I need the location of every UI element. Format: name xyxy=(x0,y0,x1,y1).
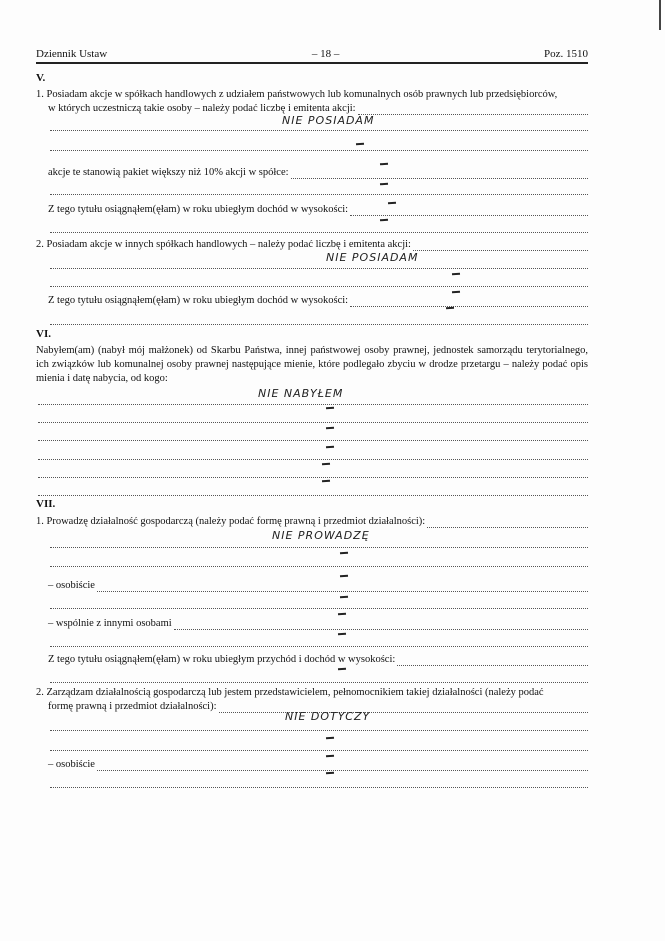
position-number: Poz. 1510 xyxy=(544,48,588,60)
handwritten-dash xyxy=(338,633,346,636)
dotted-line xyxy=(48,222,588,233)
label: – osobiście xyxy=(48,759,95,770)
handwritten-dash xyxy=(340,552,348,555)
handwritten-answer: NIE DOTYCZY xyxy=(285,710,371,723)
s7-personal2 xyxy=(48,758,588,771)
dotted-line xyxy=(48,314,588,325)
s5-q2 xyxy=(36,238,588,251)
handwritten-answer: NIE NABYŁEM xyxy=(258,387,344,400)
section-vii-title: VII. xyxy=(36,498,56,510)
label: w których uczestniczą takie osoby – należy podać liczbę i emitenta akcji: xyxy=(48,103,356,114)
journal-name: Dziennik Ustaw xyxy=(36,48,108,60)
dotted-line xyxy=(48,672,588,683)
handwritten-dash xyxy=(326,407,334,410)
dotted-line xyxy=(48,598,588,609)
s5-q1-income xyxy=(48,203,588,216)
handwritten-dash xyxy=(326,737,334,740)
handwritten-dash xyxy=(326,427,334,430)
s7-q1 xyxy=(36,515,588,528)
s7-q2-line1: 2. Zarządzam działalnością gospodarczą lub jestem przedstawicielem, pełnomocnikiem takiej działalności (należy podać xyxy=(36,687,544,698)
label: Z tego tytułu osiągnąłem(ęłam) w roku ubiegłym dochód w wysokości: xyxy=(48,204,349,215)
handwritten-dash xyxy=(326,446,334,449)
handwritten-answer: NIE PROWADZĘ xyxy=(272,529,370,542)
handwritten-dash xyxy=(380,219,388,222)
label: 2. Posiadam akcje w innych spółkach handlowych – należy podać liczbę i emitenta akcji: xyxy=(36,239,411,250)
handwritten-dash xyxy=(322,480,330,483)
dotted-line xyxy=(36,412,588,423)
label: Z tego tytułu osiągnąłem(ęłam) w roku ubiegłym dochód w wysokości: xyxy=(48,295,349,306)
handwritten-dash xyxy=(322,463,330,466)
handwritten-dash xyxy=(338,613,346,616)
dotted-line xyxy=(36,430,588,441)
dotted-line xyxy=(48,740,588,751)
label: akcje te stanowią pakiet większy niż 10% akcji w spółce: xyxy=(48,167,289,178)
handwritten-dash xyxy=(340,575,348,578)
label: formę prawną i przedmiot działalności): xyxy=(48,701,217,712)
s7-jointly xyxy=(48,617,588,630)
handwritten-dash xyxy=(446,307,454,310)
s5-q2-income xyxy=(48,294,588,307)
page-header xyxy=(36,48,588,64)
dotted-line xyxy=(36,467,588,478)
s6-text: Nabyłem(am) (nabył mój małżonek) od Skarbu Państwa, innej państwowej osoby prawnej, jednostek samorządu terytorialnego, ich związków lub komunalnej osoby prawnej następujące mienie, które podlegało zbyciu w drodze przetargu – należy podać opis mienia i datę nabycia, od kogo: xyxy=(36,345,588,384)
dotted-line xyxy=(36,485,588,496)
page-number: – 18 – xyxy=(311,48,340,60)
dotted-line xyxy=(48,140,588,151)
handwritten-dash xyxy=(452,291,460,294)
section-v-title: V. xyxy=(36,72,46,84)
dotted-line xyxy=(48,184,588,195)
handwritten-answer: NIE POSIADAM xyxy=(326,251,419,264)
dotted-line xyxy=(48,720,588,731)
label: Z tego tytułu osiągnąłem(ęłam) w roku ubiegłym przychód i dochód w wysokości: xyxy=(48,654,396,665)
label: – wspólnie z innymi osobami xyxy=(48,618,172,629)
s7-personal xyxy=(48,579,588,592)
handwritten-dash xyxy=(326,755,334,758)
label: – osobiście xyxy=(48,580,95,591)
handwritten-dash xyxy=(326,772,334,775)
dotted-line xyxy=(48,636,588,647)
s5-q1-line1: 1. Posiadam akcje w spółkach handlowych z udziałem państwowych lub komunalnych osób prawnych lub przedsiębiorców, xyxy=(36,89,558,100)
dotted-line xyxy=(48,276,588,287)
label: 1. Prowadzę działalność gospodarczą (należy podać formę prawną i przedmiot działalności): xyxy=(36,516,426,527)
dotted-line xyxy=(48,556,588,567)
handwritten-dash xyxy=(452,273,460,276)
handwritten-answer: NIE POSIADAM xyxy=(282,114,375,127)
s7-income xyxy=(48,653,588,666)
section-vi-title: VI. xyxy=(36,328,51,340)
handwritten-dash xyxy=(338,668,346,671)
handwritten-dash xyxy=(380,163,388,166)
scan-edge xyxy=(659,0,661,30)
s5-pakiet xyxy=(48,166,588,179)
dotted-line xyxy=(48,777,588,788)
dotted-line xyxy=(36,449,588,460)
dotted-line xyxy=(48,258,588,269)
